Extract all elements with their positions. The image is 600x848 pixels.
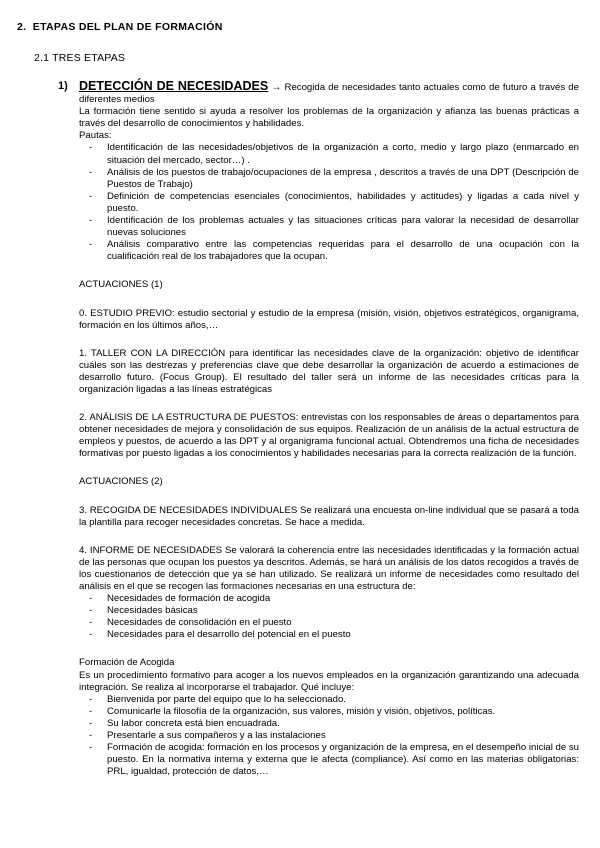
list-item: - Comunicarle la filosofía de la organización, sus valores, misión y visión, objetivos, políticas. <box>79 706 579 718</box>
list-item: - Bienvenida por parte del equipo que lo ha seleccionado. <box>79 694 579 706</box>
stage-1-description: La formación tiene sentido si ayuda a resolver los problemas de la organización y afianza las buenas prácticas a través del desarrollo de conocimientos y habilidades. <box>79 106 579 130</box>
actuacion-0-estudio-previo: 0. ESTUDIO PREVIO: estudio sectorial y estudio de la empresa (misión, visión, objetivos estratégicos, organigrama, formación en los últimos años,… <box>79 307 579 331</box>
actuaciones-1-heading: ACTUACIONES (1) <box>79 279 163 291</box>
actuacion-3-recogida: 3. RECOGIDA DE NECESIDADES INDIVIDUALES Se realizará una encuesta on-line individual que se pasará a toda la plantilla para recoger necesidades concretas. Se hace a medida. <box>79 504 579 528</box>
list-item: - Necesidades básicas <box>79 605 579 617</box>
acogida-list <box>79 694 579 779</box>
actuacion-1-taller: 1. TALLER CON LA DIRECCIÓN para identificar las necesidades clave de la organización: objetivo de identificar cuáles son las destrezas y preferencias clave que debe desarrollar la organización de acuerdo a estimaciones de desarrollo futuro. (Focus Group). El resultado del taller será un informe de las necesidades críticas para la organización ligadas a las líneas estratégicas <box>79 347 579 395</box>
actuacion-2-analisis: 2. ANÁLISIS DE LA ESTRUCTURA DE PUESTOS: entrevistas con los responsables de áreas o departamentos para obtener necesidades de mejora y consolidación de sus equipos. Realización de un análisis de la actual estructura de empleos y puestos, de acuerdo a las DPT y al organigrama funcional actual. Obtendremos una ficha de necesidades formativas por puesto ligadas a los conocimientos y habilidades necesarias para la correcta realización de la función. <box>79 412 579 460</box>
list-item: - Necesidades para el desarrollo del potencial en el puesto <box>79 629 579 641</box>
section-title: ETAPAS DEL PLAN DE FORMACIÓN <box>32 21 223 33</box>
pautas-label: Pautas: <box>79 130 112 142</box>
stage-1-title: DETECCIÓN DE NECESIDADES <box>79 79 269 93</box>
list-item: - Identificación de los problemas actuales y las situaciones críticas para valorar la necesidad de desarrollar nuevas soluciones <box>79 215 579 239</box>
stage-1-intro-text: Recogida de necesidades tanto actuales como de futuro a través de diferentes medios <box>79 82 579 106</box>
list-item: - Necesidades de consolidación en el puesto <box>79 617 579 629</box>
list-item: - Necesidades de formación de acogida <box>79 593 579 605</box>
list-item: - Análisis de los puestos de trabajo/ocupaciones de la empresa , descritos a través de una DPT (Descripción de Puestos de Trabajo) <box>79 167 579 191</box>
stage-1-intro <box>58 79 579 106</box>
list-item: - Análisis comparativo entre las competencias requeridas para el desarrollo de una ocupación con la cualificación real de los trabajadores que la ocupan. <box>79 239 579 263</box>
acogida-description: Es un procedimiento formativo para acoger a los nuevos empleados en la organización garantizando una adecuada integración. Se realiza al incorporarse el trabajador. Qué incluye: <box>79 669 579 693</box>
list-item: - Su labor concreta está bien encuadrada. <box>79 718 579 730</box>
document-body <box>58 79 579 778</box>
subsection-heading: 2.1 TRES ETAPAS <box>34 52 126 64</box>
acogida-title: Formación de Acogida <box>79 657 175 669</box>
list-item: - Identificación de las necesidades/objetivos de la organización a corto, medio y largo plazo (enmarcado en situación del mercado, sector…) . <box>79 142 579 166</box>
list-item: - Presentarle a sus compañeros y a las instalaciones <box>79 730 579 742</box>
actuaciones-2-heading: ACTUACIONES (2) <box>79 476 163 488</box>
pautas-list <box>79 142 579 263</box>
list-item: - Formación de acogida: formación en los procesos y organización de la empresa, en el desempeño inicial de su puesto. En la normativa interna y externa que le afecta (compliance). Así como en las materias obligatorias: PRL, igualdad, protección de datos,… <box>79 742 579 778</box>
actuacion-4-informe: 4. INFORME DE NECESIDADES Se valorará la coherencia entre las necesidades identificadas y la formación actual de las personas que ocupan los puestos ya descritos. Además, se hará un análisis de los datos recogidos a través de los cuestionarios de detección que ya se han utilizado. Se realizará un informe de necesidades como resultado del análisis en el que se recogen las formaciones necesarias en una estructura de: <box>79 544 579 592</box>
arrow-right-icon: → <box>271 82 282 93</box>
necesidades-list <box>79 593 579 641</box>
section-number: 2. <box>17 21 27 33</box>
section-heading <box>17 21 223 33</box>
stage-1-number: 1) <box>58 80 68 92</box>
list-item: - Definición de competencias esenciales (conocimientos, habilidades y actitudes) y ligadas a cada nivel y puesto. <box>79 191 579 215</box>
